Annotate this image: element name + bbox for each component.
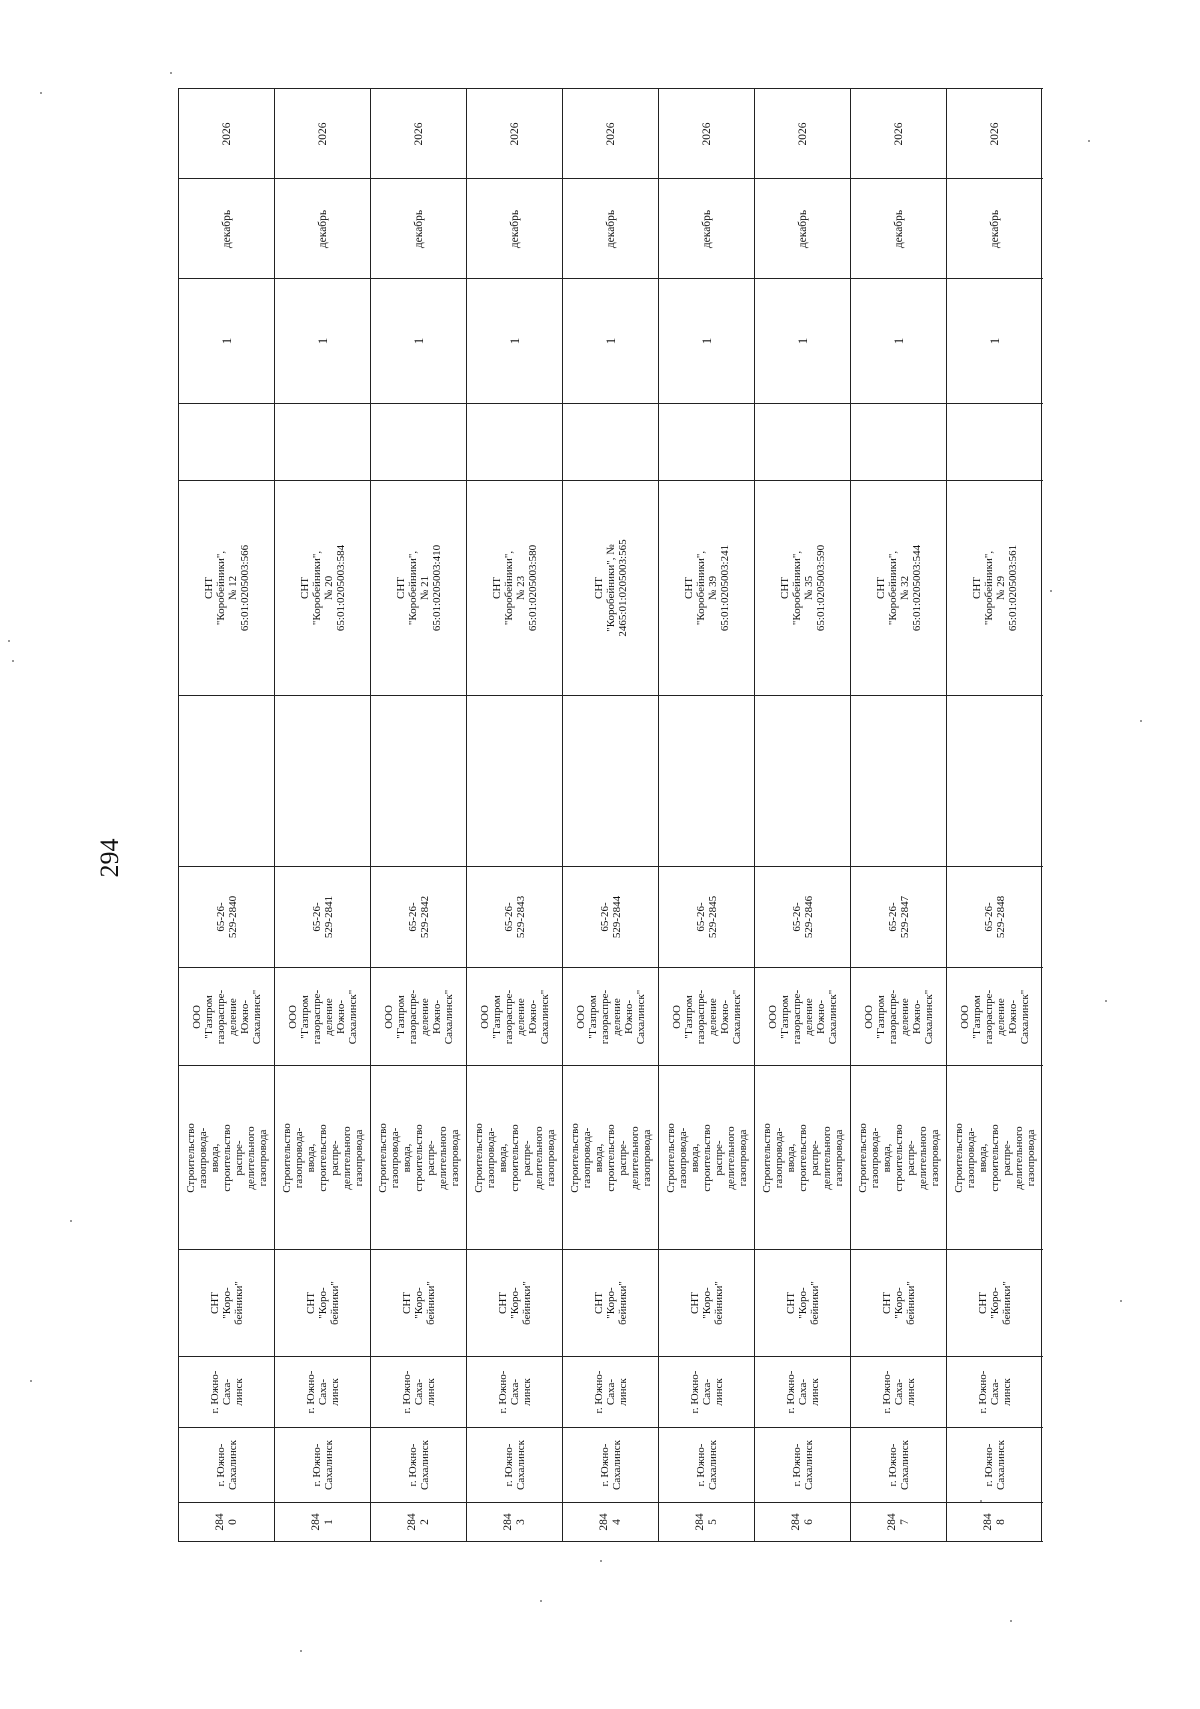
- cell-text-work: Строительство газопровода- ввода, строительство распре- делительного газопровода: [665, 1122, 749, 1193]
- cell-text-month: декабрь: [317, 209, 329, 248]
- cell-month: [755, 178, 851, 278]
- cell-blank2: [755, 403, 851, 480]
- cell-district: [659, 1427, 755, 1502]
- cell-locality: [467, 1356, 563, 1427]
- cell-text-object: СНТ "Коро- бейники": [401, 1281, 437, 1325]
- cell-locality: [275, 1356, 371, 1427]
- cell-district: [563, 1427, 659, 1502]
- cell-work: [179, 1065, 275, 1249]
- cell-count: [467, 278, 563, 403]
- cell-district: [275, 1427, 371, 1502]
- cell-text-month: декабрь: [893, 209, 905, 248]
- cell-text-address: СНТ "Коробейники", № 32 65:01:0205003:544: [875, 544, 923, 632]
- cell-text-month: декабрь: [989, 209, 1001, 248]
- cell-text-address: СНТ "Коробейники", № 35 65:01:0205003:590: [779, 544, 827, 632]
- cell-code: [563, 866, 659, 967]
- cell-text-locality: г. Южно- Саха- линск: [785, 1370, 821, 1414]
- cell-org: [563, 967, 659, 1065]
- cell-text-org: ООО "Газпром газораспре- деление Южно- Сахалинск": [479, 989, 551, 1044]
- cell-object: [659, 1249, 755, 1356]
- cell-district: [755, 1427, 851, 1502]
- speck: [1088, 140, 1090, 142]
- speck: [600, 1560, 602, 1562]
- cell-org: [467, 967, 563, 1065]
- cell-num: [563, 1502, 659, 1542]
- cell-text-year: 2026: [989, 122, 1001, 145]
- cell-text-locality: г. Южно- Саха- линск: [977, 1370, 1013, 1414]
- cell-address: [179, 480, 275, 695]
- cell-object: [755, 1249, 851, 1356]
- cell-year: [467, 88, 563, 178]
- cell-text-count: 1: [219, 337, 234, 345]
- cell-text-address: СНТ "Коробейники", № 23 65:01:0205003:580: [491, 544, 539, 632]
- cell-blank2: [947, 403, 1043, 480]
- cell-month: [947, 178, 1043, 278]
- cell-text-year: 2026: [893, 122, 905, 145]
- cell-text-count: 1: [603, 337, 618, 345]
- cell-work: [275, 1065, 371, 1249]
- speck: [1140, 720, 1142, 722]
- cell-text-year: 2026: [701, 122, 713, 145]
- cell-num: [371, 1502, 467, 1542]
- cell-address: [563, 480, 659, 695]
- cell-text-object: СНТ "Коро- бейники": [209, 1281, 245, 1325]
- cell-text-locality: г. Южно- Саха- линск: [881, 1370, 917, 1414]
- cell-month: [851, 178, 947, 278]
- cell-count: [947, 278, 1043, 403]
- cell-blank2: [563, 403, 659, 480]
- speck: [540, 1600, 542, 1602]
- cell-blank1: [179, 695, 275, 866]
- cell-object: [371, 1249, 467, 1356]
- table-row: [562, 88, 658, 1542]
- cell-text-work: Строительство газопровода- ввода, строительство распре- делительного газопровода: [281, 1122, 365, 1193]
- cell-work: [755, 1065, 851, 1249]
- cell-blank1: [851, 695, 947, 866]
- cell-text-month: декабрь: [221, 209, 233, 248]
- cell-object: [563, 1249, 659, 1356]
- speck: [30, 1380, 32, 1382]
- cell-text-district: г. Южно- Сахалинск: [311, 1439, 335, 1491]
- cell-month: [275, 178, 371, 278]
- cell-text-locality: г. Южно- Саха- линск: [593, 1370, 629, 1414]
- cell-text-year: 2026: [221, 122, 233, 145]
- cell-year: [947, 88, 1043, 178]
- cell-blank1: [947, 695, 1043, 866]
- cell-text-object: СНТ "Коро- бейники": [497, 1281, 533, 1325]
- cell-year: [179, 88, 275, 178]
- cell-year: [659, 88, 755, 178]
- cell-month: [371, 178, 467, 278]
- cell-num: [755, 1502, 851, 1542]
- cell-text-org: ООО "Газпром газораспре- деление Южно- Сахалинск": [863, 989, 935, 1044]
- cell-text-work: Строительство газопровода- ввода, строительство распре- делительного газопровода: [473, 1122, 557, 1193]
- cell-locality: [179, 1356, 275, 1427]
- cell-blank1: [659, 695, 755, 866]
- cell-address: [851, 480, 947, 695]
- cell-object: [947, 1249, 1043, 1356]
- speck: [1050, 590, 1052, 592]
- cell-locality: [371, 1356, 467, 1427]
- cell-object: [467, 1249, 563, 1356]
- cell-text-district: г. Южно- Сахалинск: [983, 1439, 1007, 1491]
- cell-month: [179, 178, 275, 278]
- cell-text-code: 65-26-529-2847: [887, 895, 911, 939]
- cell-text-address: СНТ "Коробейники", № 21 65:01:0205003:410: [395, 544, 443, 632]
- cell-text-locality: г. Южно- Саха- линск: [689, 1370, 725, 1414]
- cell-address: [275, 480, 371, 695]
- cell-text-object: СНТ "Коро- бейники": [305, 1281, 341, 1325]
- cell-org: [275, 967, 371, 1065]
- cell-text-work: Строительство газопровода- ввода, строительство распре- делительного газопровода: [185, 1122, 269, 1193]
- cell-text-code: 65-26-529-2844: [599, 895, 623, 939]
- cell-month: [659, 178, 755, 278]
- cell-text-num: 284 3: [502, 1513, 527, 1531]
- cell-text-count: 1: [315, 337, 330, 345]
- cell-text-year: 2026: [605, 122, 617, 145]
- cell-org: [755, 967, 851, 1065]
- cell-text-object: СНТ "Коро- бейники": [881, 1281, 917, 1325]
- speck: [8, 640, 10, 642]
- cell-district: [371, 1427, 467, 1502]
- cell-code: [467, 866, 563, 967]
- cell-year: [275, 88, 371, 178]
- cell-object: [851, 1249, 947, 1356]
- speck: [1010, 1620, 1012, 1622]
- cell-address: [659, 480, 755, 695]
- cell-text-num: 284 6: [790, 1513, 815, 1531]
- cell-blank2: [275, 403, 371, 480]
- cell-text-org: ООО "Газпром газораспре- деление Южно- Сахалинск": [959, 989, 1031, 1044]
- page-number: 294: [95, 838, 124, 878]
- cell-text-count: 1: [987, 337, 1002, 345]
- cell-locality: [563, 1356, 659, 1427]
- cell-text-num: 284 5: [694, 1513, 719, 1531]
- table-row: [850, 88, 946, 1542]
- cell-count: [659, 278, 755, 403]
- cell-text-work: Строительство газопровода- ввода, строительство распре- делительного газопровода: [953, 1122, 1037, 1193]
- cell-text-district: г. Южно- Сахалинск: [791, 1439, 815, 1491]
- table-row: [946, 88, 1042, 1542]
- cell-text-org: ООО "Газпром газораспре- деление Южно- Сахалинск": [575, 989, 647, 1044]
- cell-blank2: [851, 403, 947, 480]
- cell-text-address: СНТ "Коробейники", № 39 65:01:0205003:241: [683, 544, 731, 632]
- cell-text-object: СНТ "Коро- бейники": [785, 1281, 821, 1325]
- cell-text-code: 65-26-529-2845: [695, 895, 719, 939]
- cell-text-address: СНТ "Коробейники", № 2465:01:0205003:565: [593, 539, 629, 637]
- cell-blank1: [371, 695, 467, 866]
- cell-text-count: 1: [795, 337, 810, 345]
- cell-district: [947, 1427, 1043, 1502]
- cell-object: [179, 1249, 275, 1356]
- cell-code: [947, 866, 1043, 967]
- cell-locality: [755, 1356, 851, 1427]
- cell-code: [179, 866, 275, 967]
- cell-text-month: декабрь: [509, 209, 521, 248]
- cell-year: [851, 88, 947, 178]
- cell-text-object: СНТ "Коро- бейники": [689, 1281, 725, 1325]
- cell-blank2: [371, 403, 467, 480]
- cell-num: [659, 1502, 755, 1542]
- cell-text-work: Строительство газопровода- ввода, строительство распре- делительного газопровода: [761, 1122, 845, 1193]
- cell-text-year: 2026: [413, 122, 425, 145]
- cell-org: [947, 967, 1043, 1065]
- cell-text-org: ООО "Газпром газораспре- деление Южно- Сахалинск": [767, 989, 839, 1044]
- cell-code: [851, 866, 947, 967]
- cell-address: [947, 480, 1043, 695]
- cell-address: [371, 480, 467, 695]
- cell-text-num: 284 7: [886, 1513, 911, 1531]
- cell-count: [275, 278, 371, 403]
- cell-blank1: [467, 695, 563, 866]
- cell-text-object: СНТ "Коро- бейники": [593, 1281, 629, 1325]
- speck: [12, 660, 14, 662]
- cell-text-org: ООО "Газпром газораспре- деление Южно- Сахалинск": [383, 989, 455, 1044]
- cell-text-month: декабрь: [605, 209, 617, 248]
- cell-org: [179, 967, 275, 1065]
- cell-text-year: 2026: [797, 122, 809, 145]
- cell-text-locality: г. Южно- Саха- линск: [497, 1370, 533, 1414]
- cell-text-code: 65-26-529-2841: [311, 895, 335, 939]
- cell-code: [659, 866, 755, 967]
- cell-count: [755, 278, 851, 403]
- cell-text-work: Строительство газопровода- ввода, строительство распре- делительного газопровода: [569, 1122, 653, 1193]
- table-row: [370, 88, 466, 1542]
- cell-text-month: декабрь: [797, 209, 809, 248]
- cell-text-district: г. Южно- Сахалинск: [599, 1439, 623, 1491]
- cell-text-code: 65-26-529-2840: [215, 895, 239, 939]
- registry-table: [178, 88, 1038, 1542]
- cell-text-object: СНТ "Коро- бейники": [977, 1281, 1013, 1325]
- cell-text-num: 284 4: [598, 1513, 623, 1531]
- speck: [70, 1220, 72, 1222]
- cell-org: [659, 967, 755, 1065]
- cell-text-count: 1: [507, 337, 522, 345]
- cell-num: [947, 1502, 1043, 1542]
- cell-locality: [947, 1356, 1043, 1427]
- cell-text-org: ООО "Газпром газораспре- деление Южно- Сахалинск": [671, 989, 743, 1044]
- cell-num: [275, 1502, 371, 1542]
- cell-text-district: г. Южно- Сахалинск: [407, 1439, 431, 1491]
- cell-month: [467, 178, 563, 278]
- cell-text-code: 65-26-529-2842: [407, 895, 431, 939]
- cell-text-address: СНТ "Коробейники", № 20 65:01:0205003:584: [299, 544, 347, 632]
- speck: [1105, 1000, 1107, 1002]
- cell-org: [851, 967, 947, 1065]
- table-row: [274, 88, 370, 1542]
- cell-text-num: 284 2: [406, 1513, 431, 1531]
- cell-locality: [659, 1356, 755, 1427]
- cell-text-district: г. Южно- Сахалинск: [695, 1439, 719, 1491]
- speck: [170, 72, 172, 74]
- cell-work: [659, 1065, 755, 1249]
- cell-text-district: г. Южно- Сахалинск: [887, 1439, 911, 1491]
- cell-count: [563, 278, 659, 403]
- table-row: [466, 88, 562, 1542]
- speck: [980, 1500, 982, 1502]
- cell-locality: [851, 1356, 947, 1427]
- cell-code: [371, 866, 467, 967]
- cell-text-address: СНТ "Коробейники", № 12 65:01:0205003:566: [203, 544, 251, 632]
- cell-text-count: 1: [699, 337, 714, 345]
- cell-text-year: 2026: [509, 122, 521, 145]
- cell-text-district: г. Южно- Сахалинск: [503, 1439, 527, 1491]
- cell-code: [755, 866, 851, 967]
- cell-address: [755, 480, 851, 695]
- cell-work: [851, 1065, 947, 1249]
- speck: [1120, 1300, 1122, 1302]
- cell-text-work: Строительство газопровода- ввода, строительство распре- делительного газопровода: [377, 1122, 461, 1193]
- cell-text-work: Строительство газопровода- ввода, строительство распре- делительного газопровода: [857, 1122, 941, 1193]
- cell-blank1: [563, 695, 659, 866]
- cell-count: [851, 278, 947, 403]
- cell-text-address: СНТ "Коробейники", № 29 65:01:0205003:561: [971, 544, 1019, 632]
- cell-num: [467, 1502, 563, 1542]
- cell-text-locality: г. Южно- Саха- линск: [401, 1370, 437, 1414]
- cell-blank2: [179, 403, 275, 480]
- cell-year: [755, 88, 851, 178]
- cell-text-num: 284 0: [214, 1513, 239, 1531]
- cell-text-code: 65-26-529-2843: [503, 895, 527, 939]
- cell-text-month: декабрь: [701, 209, 713, 248]
- cell-count: [371, 278, 467, 403]
- cell-count: [179, 278, 275, 403]
- cell-work: [371, 1065, 467, 1249]
- cell-district: [179, 1427, 275, 1502]
- cell-text-month: декабрь: [413, 209, 425, 248]
- cell-district: [851, 1427, 947, 1502]
- table-row: [754, 88, 850, 1542]
- speck: [40, 92, 42, 94]
- cell-month: [563, 178, 659, 278]
- cell-org: [371, 967, 467, 1065]
- cell-text-code: 65-26-529-2848: [983, 895, 1007, 939]
- cell-code: [275, 866, 371, 967]
- cell-text-org: ООО "Газпром газораспре- деление Южно- Сахалинск": [191, 989, 263, 1044]
- cell-blank2: [659, 403, 755, 480]
- cell-text-org: ООО "Газпром газораспре- деление Южно- Сахалинск": [287, 989, 359, 1044]
- cell-text-count: 1: [411, 337, 426, 345]
- cell-text-district: г. Южно- Сахалинск: [215, 1439, 239, 1491]
- cell-text-num: 284 8: [982, 1513, 1007, 1531]
- cell-address: [467, 480, 563, 695]
- cell-blank2: [467, 403, 563, 480]
- cell-num: [851, 1502, 947, 1542]
- cell-work: [563, 1065, 659, 1249]
- cell-blank1: [755, 695, 851, 866]
- cell-text-locality: г. Южно- Саха- линск: [305, 1370, 341, 1414]
- table-row: [658, 88, 754, 1542]
- cell-blank1: [275, 695, 371, 866]
- cell-text-num: 284 1: [310, 1513, 335, 1531]
- cell-num: [179, 1502, 275, 1542]
- cell-text-code: 65-26-529-2846: [791, 895, 815, 939]
- cell-work: [947, 1065, 1043, 1249]
- cell-text-year: 2026: [317, 122, 329, 145]
- table-row: [178, 88, 274, 1542]
- cell-year: [563, 88, 659, 178]
- cell-year: [371, 88, 467, 178]
- cell-work: [467, 1065, 563, 1249]
- cell-district: [467, 1427, 563, 1502]
- speck: [300, 1650, 302, 1652]
- cell-object: [275, 1249, 371, 1356]
- cell-text-locality: г. Южно- Саха- линск: [209, 1370, 245, 1414]
- cell-text-count: 1: [891, 337, 906, 345]
